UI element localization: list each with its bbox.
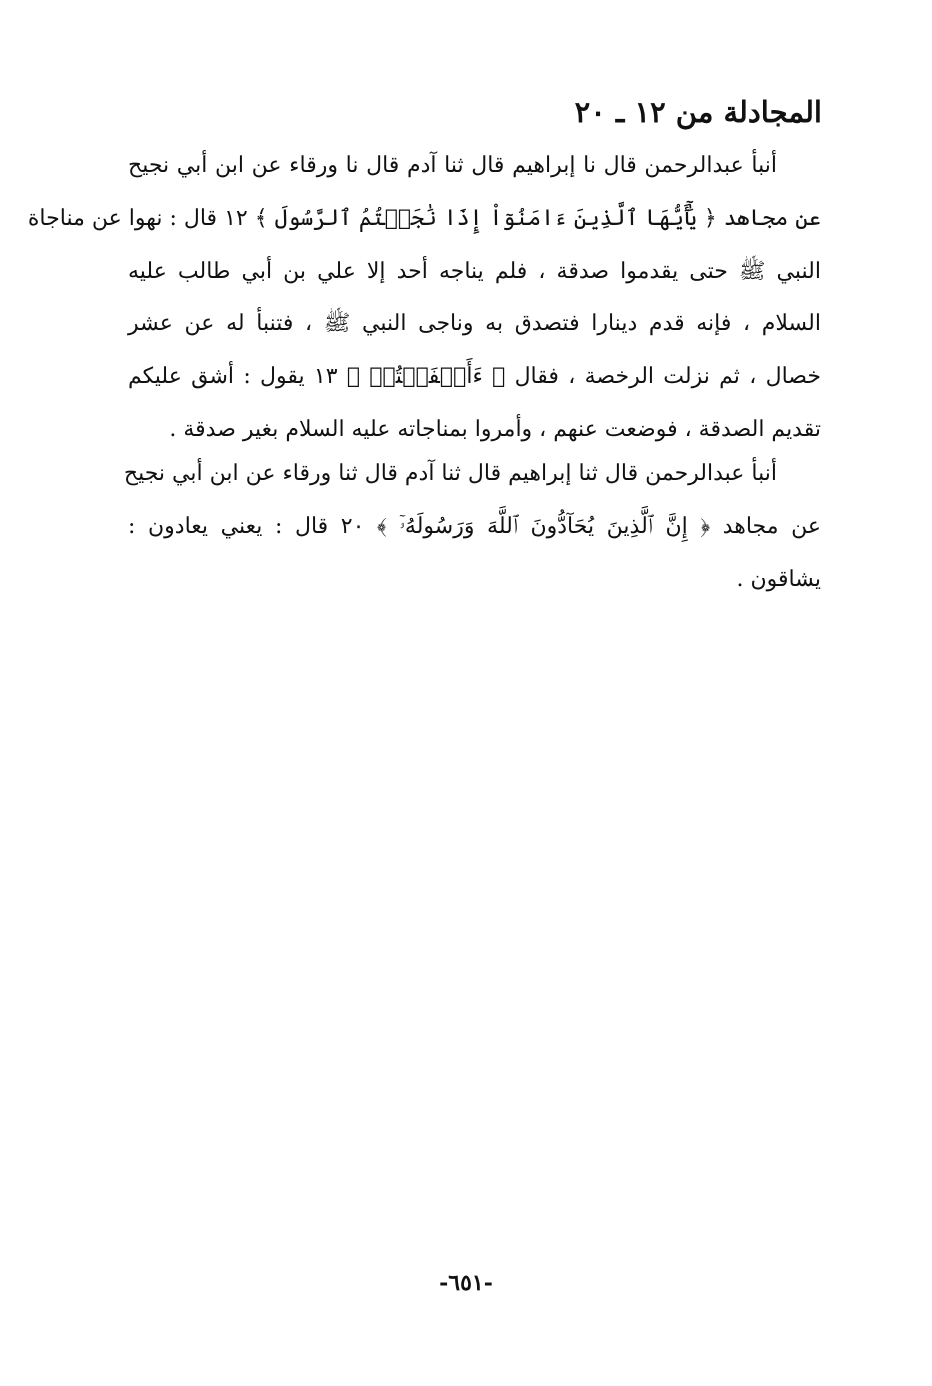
text-line: أنبأ عبدالرحمن قال ثنا إبراهيم قال ثنا آدم قال ثنا ورقاء عن ابن أبي نجيح (123, 461, 777, 486)
text-line: النبي ﷺ حتى يقدموا صدقة ، فلم يناجه أحد إلا علي بن أبي طالب عليه (128, 258, 821, 284)
text-line: عن مجاهد ﴿ إِنَّ ٱلَّذِينَ يُحَآدُّونَ ٱللَّهَ وَرَسُولَهُۥٓ ﴾ ٢٠ قال : يعني يعادون : (128, 513, 821, 539)
text-line: عن مجاهد ﴿ يَٰٓأَيُّهَا ٱلَّذِينَ ءَامَنُوٓاْ إِذَا نَٰجَيۡتُمُ ٱلرَّسُولَ ﴾ ١٢ قال : نهوا عن مناجاة (27, 205, 821, 231)
section-heading: المجادلة من ١٢ ـ ٢٠ (574, 95, 822, 129)
page-number: -٦٥١- (439, 1270, 493, 1296)
paragraph-1 (27, 140, 821, 457)
text-line: يشاقون . (736, 566, 821, 592)
text-line: خصال ، ثم نزلت الرخصة ، فقال ﴿ ءَأَشۡفَقۡتُمۡ ﴾ ١٣ يقول : أشق عليكم (128, 364, 821, 390)
text-line: أنبأ عبدالرحمن قال نا إبراهيم قال ثنا آدم قال نا ورقاء عن ابن أبي نجيح (128, 153, 777, 178)
text-line: السلام ، فإنه قدم دينارا فتصدق به وناجى النبي ﷺ ، فتنبأ له عن عشر (128, 311, 821, 337)
text-line: تقديم الصدقة ، فوضعت عنهم ، وأمروا بمناجاته عليه السلام بغير صدقة . (169, 416, 821, 442)
paragraph-2 (123, 448, 821, 606)
